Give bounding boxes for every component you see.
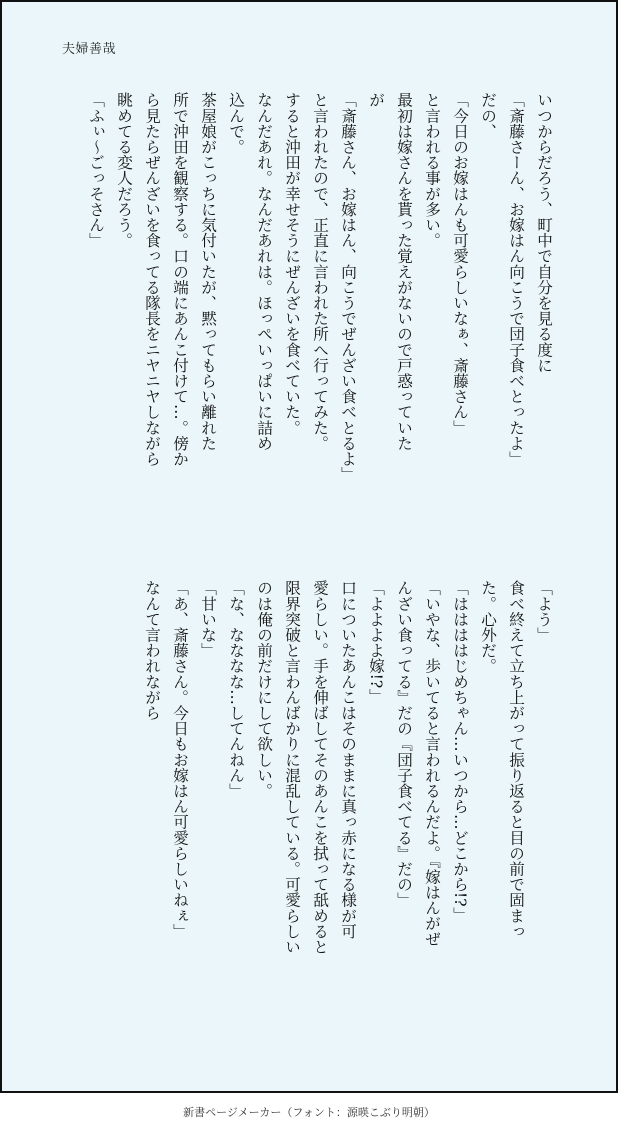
text-line: 「斎藤さーん、お嫁はん向こうで団子食べとったよ」 bbox=[507, 92, 525, 467]
text-line: 眺めてる変人だろう。 bbox=[115, 92, 133, 248]
text-line: 「な、なななな…してんねん」 bbox=[227, 580, 245, 799]
text-line: なんだあれ。なんだあれは。ほっぺいっぱいに詰め bbox=[255, 92, 273, 451]
text-line: すると沖田が幸せそうにぜんざいを食べていた。 bbox=[283, 92, 301, 436]
text-line: 食べ終えて立ち上がって振り返ると目の前で固まっ bbox=[507, 580, 525, 939]
text-line: 「よよよよ嫁!?」 bbox=[367, 580, 385, 704]
text-line: 「ははははじめちゃん…いつから…どこから!?」 bbox=[451, 580, 469, 923]
text-line: 最初は嫁さんを貰った覚えがないので戸惑っていた bbox=[395, 92, 413, 451]
text-line: 限界突破と言わんばかりに混乱している。可愛らしい bbox=[283, 580, 301, 955]
text-line: 「ふぃ～ごっそさん」 bbox=[87, 92, 105, 248]
text-line: が bbox=[367, 92, 385, 108]
text-line: んざい食ってる』だの『団子食べてる』だの」 bbox=[395, 580, 413, 908]
text-line: なんて言われながら bbox=[143, 580, 161, 721]
text-line: と言われたので、正直に言われた所へ行ってみた。 bbox=[311, 92, 329, 451]
text-line: 「いやな、歩いてると言われるんだよ。『嫁はんがぜ bbox=[423, 580, 441, 947]
text-line: 茶屋娘がこっちに気付いたが、黙ってもらい離れた bbox=[199, 92, 217, 451]
text-line: ら見たらぜんざいを食ってる隊長をニヤニヤしながら bbox=[143, 92, 161, 467]
footer-credit: 新書ページメーカー（フォント：源暎こぶり明朝） bbox=[183, 1106, 435, 1119]
text-line: 「斎藤さん、お嫁はん、向こうでぜんざい食べとるよ」 bbox=[339, 92, 357, 482]
upper-text-block bbox=[82, 92, 558, 532]
page-title: 夫婦善哉 bbox=[62, 42, 117, 57]
text-line: のは俺の前だけにして欲しい。 bbox=[255, 580, 273, 799]
text-line: 愛らしい。手を伸ばしてそのあんこを拭って舐めると bbox=[311, 580, 329, 955]
text-line: 込んで。 bbox=[227, 92, 245, 155]
text-line: た。心外だ。 bbox=[479, 580, 497, 674]
text-line: 「甘いな」 bbox=[199, 580, 217, 658]
text-line: いつからだろう、町中で自分を見る度に bbox=[535, 92, 553, 373]
text-line: 所で沖田を観察する。口の端にあんこ付けて…。傍か bbox=[171, 92, 189, 467]
text-line: と言われる事が多い。 bbox=[423, 92, 441, 248]
text-line: だの、 bbox=[479, 92, 497, 139]
text-line: 口についたあんこはそのままに真っ赤になる様が可 bbox=[339, 580, 357, 939]
lower-text-block bbox=[138, 580, 558, 1020]
text-line: 「よう」 bbox=[535, 580, 553, 643]
text-line: 「今日のお嫁はんも可愛らしいなぁ、斎藤さん」 bbox=[451, 92, 469, 436]
text-line: 「あ、斎藤さん。今日もお嫁はん可愛らしいねぇ」 bbox=[171, 580, 189, 939]
